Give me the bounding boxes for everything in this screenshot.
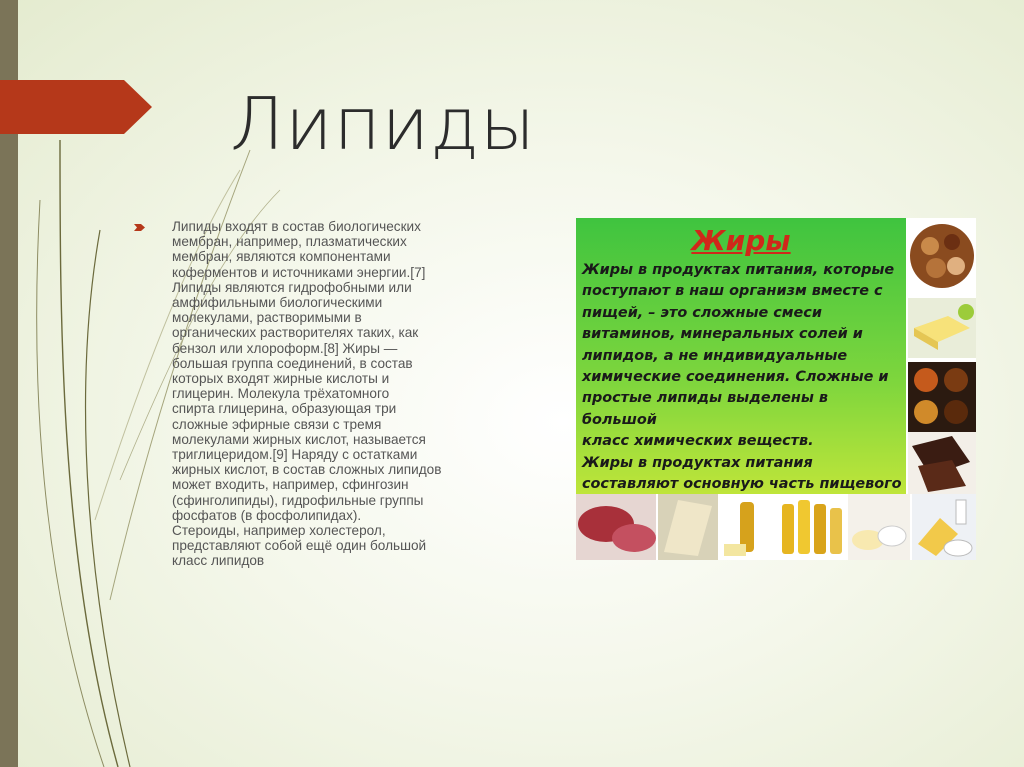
slide-title: Липиды xyxy=(230,82,536,166)
fish-icon xyxy=(658,494,718,560)
food-photo-column xyxy=(908,218,976,494)
oil-bottle-icon xyxy=(720,494,774,560)
butter-icon xyxy=(908,298,976,358)
food-photo-row xyxy=(576,494,976,560)
title-accent-flag xyxy=(0,80,152,134)
nuts-icon xyxy=(908,220,976,292)
dairy-icon xyxy=(848,494,910,560)
oil-bottles-icon xyxy=(776,494,846,560)
fats-illustration xyxy=(576,218,976,560)
bullet-arrow-icon xyxy=(134,223,146,232)
fats-heading: Жиры xyxy=(691,224,791,257)
fats-description: Жиры в продуктах питания, которые поступают в наш организм вместе с пищей, – это сложные смеси витаминов, минеральных солей и липидов, а не индивидуальные химические соединения. Сложные и простые липиды выделены в большой класс химических веществ. Жиры в продуктах питания составляют основную часть пищевого xyxy=(582,262,902,493)
fats-info-panel xyxy=(576,218,906,494)
spices-icon xyxy=(908,362,976,432)
cheese-icon xyxy=(912,494,976,560)
meat-icon xyxy=(576,494,656,560)
chocolate-icon xyxy=(908,432,976,494)
slide-body-text: Липиды входят в состав биологических мембран, например, плазматических мембран, являются компонентами коферментов и источниками энергии.[7] Липиды являются гидрофобными или амфифильными биологическими молекулами, растворимыми в органических растворителях таких, как бензол или хлороформ.[8] Жиры — большая группа соединений, в состав которых входят жирные кислоты и глицерин. Молекула трёхатомного спирта глицерина, образующая три сложные эфирные связи с тремя молекулами жирных кислот, называется триглицеридом.[9] Наряду с остатками жирных кислот, в состав сложных липидов может входить, например, сфингозин (сфинголипиды), гидрофильные группы фосфатов (в фосфолипидах). Стероиды, например холестерол, представляют собой ещё один большой класс липидов xyxy=(172,219,442,569)
